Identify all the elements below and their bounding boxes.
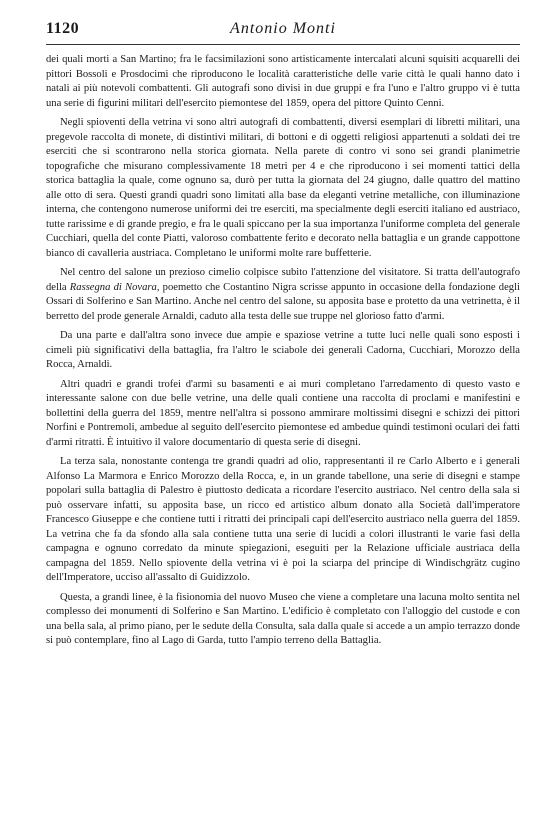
paragraph	[46, 329, 520, 373]
text-run: , poemetto che Costantino Nigra scrisse appunto in occasione della fondazione degli Ossari di Solferino e San Martino. Anche nel centro del salone, su apposita base e protetto da una vetrinetta, è il berretto del prode generale Arnaldi, caduto alla testa delle sue truppe nel glorioso fatto d'armi.	[46, 281, 520, 322]
text-run: Nel centro del salone un prezioso cimelio colpisce subito l'attenzione del visitatore. Si tratta dell'autografo della	[46, 267, 520, 293]
text-run: Negli spioventi della vetrina vi sono altri autografi di combattenti, diversi esemplari di libretti militari, una pregevole raccolta di monete, di distintivi militari, di bottoni e di oggetti religiosi appartenuti a soldati dei tre eserciti che si scontrarono nella storica giornata. Nella parete di contro vi sono sei grandi planimetrie topografiche che misurano complessivamente 18 metri per 4 e che riproducono i sei momenti tattici della storica battaglia la quale, come ognuno sa, durò per tutta la giornata del 24 giugno, dalle quattro del mattino alle otto di sera. Questi grandi quadri sono limitati alla base da eleganti vetrine metalliche, con illuminazione interna, che contengono numerose uniformi dei tre eserciti, ma specialmente degli eserciti italiano ed austriaco, tutte rarissime e di grande pregio, e fra le quali spiccano per la sua importanza l'uniforme completa del generale Cucchiari, quella del conte Piatti, valoroso combattente ferito e decorato nella battaglia e un grande cappottone bianco di cavalleria austriaca. Completano le uniformi molte rare buffetterie.	[46, 117, 520, 259]
running-title: Antonio Monti	[230, 20, 336, 37]
page-number: 1120	[46, 20, 80, 37]
paragraph	[46, 378, 520, 451]
text-run: Altri quadri e grandi trofei d'armi su basamenti e ai muri completano l'arredamento di questo vasto e interessante salone con due belle vetrine, una delle quali contiene una raccolta di proclami e manifestini e bollettini della guerra del 1859, mentre nell'altra si possono ammirare moltissimi disegni e schizzi dei pittori Norfini e Pontremoli, ambedue al seguito dell'esercito piemontese ed ambedue quindi testimoni oculari dei fatti d'armi ritratti. È intuitivo il valore documentario di questa serie di disegni.	[46, 378, 520, 448]
text-run: Da una parte e dall'altra sono invece due ampie e spaziose vetrine a tutte luci nelle quali sono esposti i cimeli più significativi della battaglia, fra l'altro le sciabole dei generali Cadorna, Cucchiari, Morozzo della Rocca, Arnaldi.	[46, 330, 520, 370]
body-text	[46, 53, 520, 649]
paragraph	[46, 116, 520, 261]
text-run: La terza sala, nonostante contenga tre grandi quadri ad olio, rappresentanti il re Carlo Alberto e i generali Alfonso La Marmora e Enrico Morozzo della Rocca, e, in un grande tabellone, una serie di disegni e stampe popolari sulla battaglia di Palestro è piuttosto dedicata a ricordare l'esercito austriaco. Nel centro della sala si può osservare infatti, su apposita base, un ricco ed artistico album donato alla Società dall'imperatore Francesco Giuseppe e che contiene tutti i ritratti dei principali capi dell'esercito austriaco nella guerra del 1859. La vetrina che fa da sfondo alla sala contiene tutta una serie di lucidi a colori illustranti le varie fasi della campagna e ognuno corredato da minute spiegazioni, eseguiti per la Relazione ufficiale austriaca della campagna del 1859. Nello spiovente della vetrina vi è poi la sciarpa del principe di Windischgrätz cugino dell'Imperatore, ucciso all'assalto di Guidizzolo.	[46, 456, 520, 583]
running-head	[46, 18, 520, 45]
paragraph	[46, 53, 520, 111]
text-run: dei quali morti a San Martino; fra le facsimilazioni sono artisticamente intercalati alcuni squisiti acquarelli dei pittori Bossoli e Prosdocimi che riproducono le località caratteristiche delle varie città le quali hanno dato i natali ai più notevoli combattenti. Gli autografi sono divisi in due gruppi e fra l'uno e l'altro gruppo vi è tutta una serie di figurini militari dell'esercito piemontese del 1859, opera del pittore Quinto Cenni.	[46, 54, 520, 109]
book-page	[46, 18, 520, 818]
text-run: Questa, a grandi linee, è la fisionomia del nuovo Museo che viene a completare una lacuna molto sentita nel complesso dei monumenti di Solferino e San Martino. L'edificio è completato con l'alloggio del custode e con una bella sala, al primo piano, per le sedute della Consulta, sala dalla quale si accede a un ampio terrazzo donde si può contemplare, fino al Lago di Garda, tutto l'ampio terreno della Battaglia.	[46, 591, 520, 646]
italic-title: Rassegna di Novara	[69, 281, 157, 293]
paragraph	[46, 266, 520, 324]
paragraph	[46, 591, 520, 649]
paragraph	[46, 455, 520, 586]
